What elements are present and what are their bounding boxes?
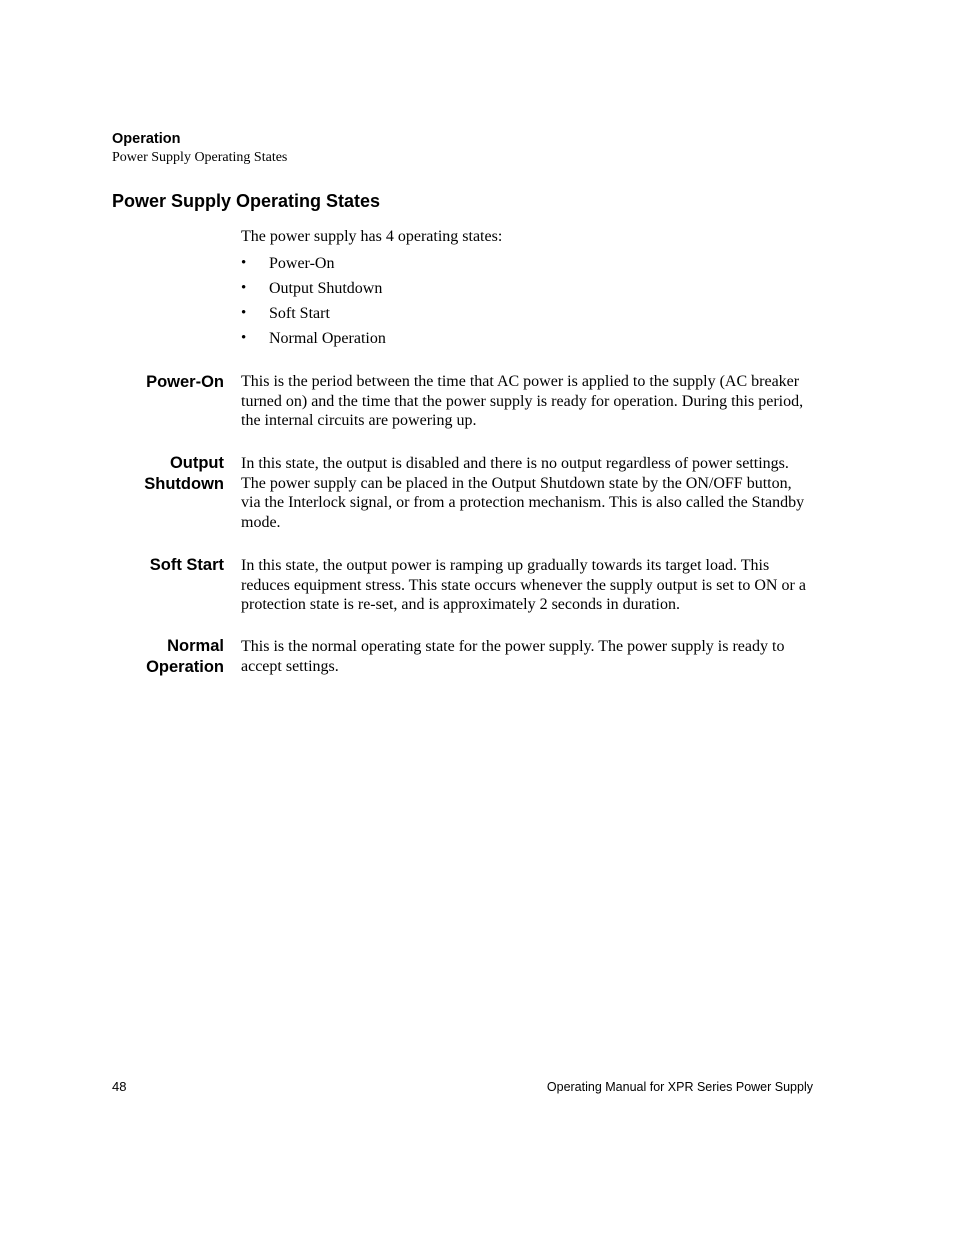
state-heading-line: Soft Start xyxy=(149,556,224,574)
page-number: 48 xyxy=(112,1079,127,1094)
state-description-normal-operation: This is the normal operating state for the power supply. The power supply is ready to accept settings. xyxy=(241,638,785,675)
list-item-text: Soft Start xyxy=(269,305,330,322)
state-heading-output-shutdown xyxy=(94,453,224,495)
footer-document-title: Operating Manual for XPR Series Power Supply xyxy=(546,1080,813,1094)
state-heading-line: Normal xyxy=(167,637,224,655)
intro-paragraph: The power supply has 4 operating states: xyxy=(241,228,503,245)
state-heading-soft-start xyxy=(94,555,224,576)
list-item-text: Power-On xyxy=(269,255,335,272)
state-heading-normal-operation xyxy=(94,636,224,678)
state-heading-line: Shutdown xyxy=(144,475,224,493)
running-head-section: Operation xyxy=(112,131,181,147)
bullet-icon: • xyxy=(241,255,247,271)
state-description-output-shutdown: In this state, the output is disabled and there is no output regardless of power settings. The power supply can be placed in the Output Shutdown state by the ON/OFF button, via the Interlock signal, or from a protection mechanism. This is also called the Standby mode. xyxy=(241,455,805,531)
bullet-icon: • xyxy=(241,305,247,321)
state-description-power-on: This is the period between the time that AC power is applied to the supply (AC breaker turned on) and the time that the power supply is ready for operation. During this period, the internal circuits are powering up. xyxy=(241,373,804,430)
running-head-topic: Power Supply Operating States xyxy=(112,150,288,165)
state-heading-line: Operation xyxy=(146,658,224,676)
bullet-icon: • xyxy=(241,330,247,346)
bullet-icon: • xyxy=(241,280,247,296)
state-heading-line: Power-On xyxy=(146,373,224,391)
list-item-text: Output Shutdown xyxy=(269,280,383,297)
page-title: Power Supply Operating States xyxy=(112,191,381,211)
state-description-soft-start: In this state, the output power is ramping up gradually towards its target load. This reduces equipment stress. This state occurs whenever the supply output is set to ON or a protection state is re-set, and is approximately 2 seconds in duration. xyxy=(241,557,806,614)
list-item-text: Normal Operation xyxy=(269,330,386,347)
state-heading-power-on xyxy=(94,372,224,393)
state-heading-line: Output xyxy=(169,454,224,472)
